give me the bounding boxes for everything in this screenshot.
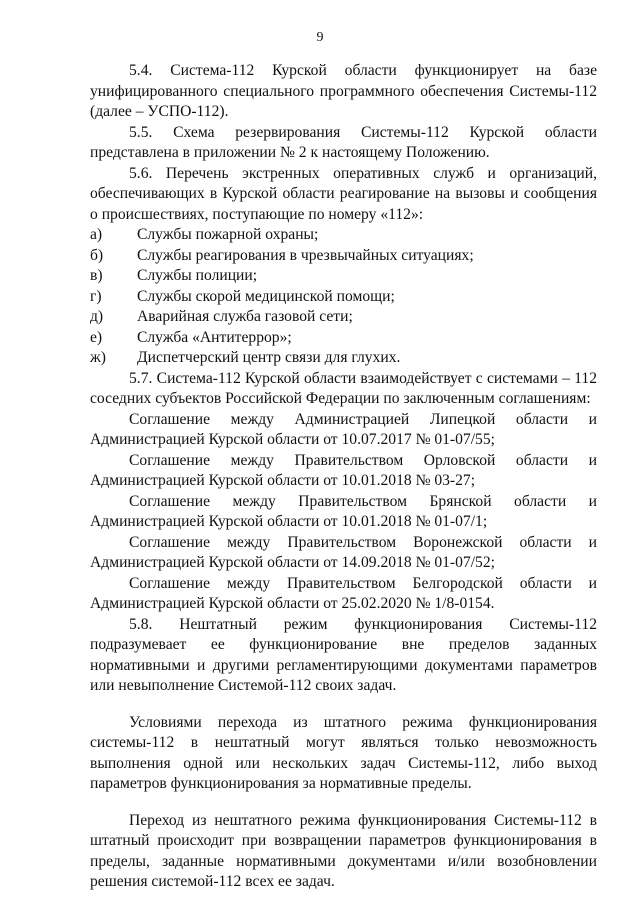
- list-text: Службы реагирования в чрезвычайных ситуациях;: [137, 246, 474, 264]
- list-letter: а): [90, 226, 103, 243]
- paragraph-conditions: Условиями перехода из штатного режима функционирования системы-112 в нештатный могут являться только невозможность выполнения одной или нескольких задач Системы-112, либо выход параметров функционирования за нормативные пределы.: [90, 713, 597, 792]
- list-item: [90, 307, 597, 328]
- paragraph-5-5: 5.5. Схема резервирования Системы-112 Курской области представлена в приложении № 2 к настоящему Положению.: [90, 123, 597, 161]
- document-body: [90, 61, 597, 893]
- agreement-orel: Соглашение между Правительством Орловской области и Администрацией Курской области от 10.01.2018 № 03-27;: [90, 451, 597, 489]
- list-text: Диспетчерский центр связи для глухих.: [137, 349, 401, 366]
- list-text: Аварийная служба газовой сети;: [137, 308, 353, 325]
- paragraph-5-4: 5.4. Система-112 Курской области функционирует на базе унифицированного специального программного обеспечения Системы-112 (далее – УСПО-112).: [90, 62, 597, 120]
- paragraph-transition: Переход из нештатного режима функционирования Системы-112 в штатный происходит при возвращении параметров функционирования в пределы, заданные нормативными документами и/или возобновлении решения системой-112 всех ее задач.: [90, 811, 597, 890]
- list-item: [90, 328, 597, 349]
- list-letter: в): [90, 267, 103, 284]
- page-number: 9: [316, 30, 324, 45]
- list-item: [90, 348, 597, 369]
- services-list: [90, 225, 597, 369]
- list-letter: ж): [90, 349, 106, 366]
- list-letter: б): [90, 246, 104, 264]
- list-item: [90, 266, 597, 287]
- list-letter: д): [90, 308, 104, 325]
- list-item: [90, 287, 597, 308]
- paragraph-5-6: 5.6. Перечень экстренных оперативных служб и организаций, обеспечивающих в Курской области реагирование на вызовы и сообщения о происшествиях, поступающие по номеру «112»:: [90, 164, 597, 223]
- list-letter: е): [90, 328, 103, 346]
- agreement-belgorod: Соглашение между Правительством Белгородской области и Администрацией Курской области от 25.02.2020 № 1/8-0154.: [90, 574, 597, 612]
- list-letter: г): [90, 287, 102, 305]
- paragraph-5-8: 5.8. Нештатный режим функционирования Системы-112 подразумевает ее функционирование вне пределов заданных нормативными и другими регламентирующими документами параметров или невыполнение Системой-112 своих задач.: [90, 615, 597, 694]
- list-text: Службы пожарной охраны;: [137, 226, 319, 243]
- list-text: Службы скорой медицинской помощи;: [137, 287, 395, 305]
- list-item: [90, 246, 597, 267]
- list-text: Служба «Антитеррор»;: [137, 328, 292, 346]
- agreement-voronezh: Соглашение между Правительством Воронежской области и Администрацией Курской области от 14.09.2018 № 01-07/52;: [90, 533, 597, 571]
- list-text: Службы полиции;: [137, 267, 258, 284]
- paragraph-5-7: 5.7. Система-112 Курской области взаимодействует с системами – 112 соседних субъектов Российской Федерации по заключенным соглашениям:: [90, 369, 597, 407]
- list-item: [90, 225, 597, 246]
- agreement-bryansk: Соглашение между Правительством Брянской области и Администрацией Курской области от 10.01.2018 № 01-07/1;: [90, 492, 597, 530]
- agreement-lipetsk: Соглашение между Администрацией Липецкой области и Администрацией Курской области от 10.07.2017 № 01-07/55;: [90, 410, 597, 448]
